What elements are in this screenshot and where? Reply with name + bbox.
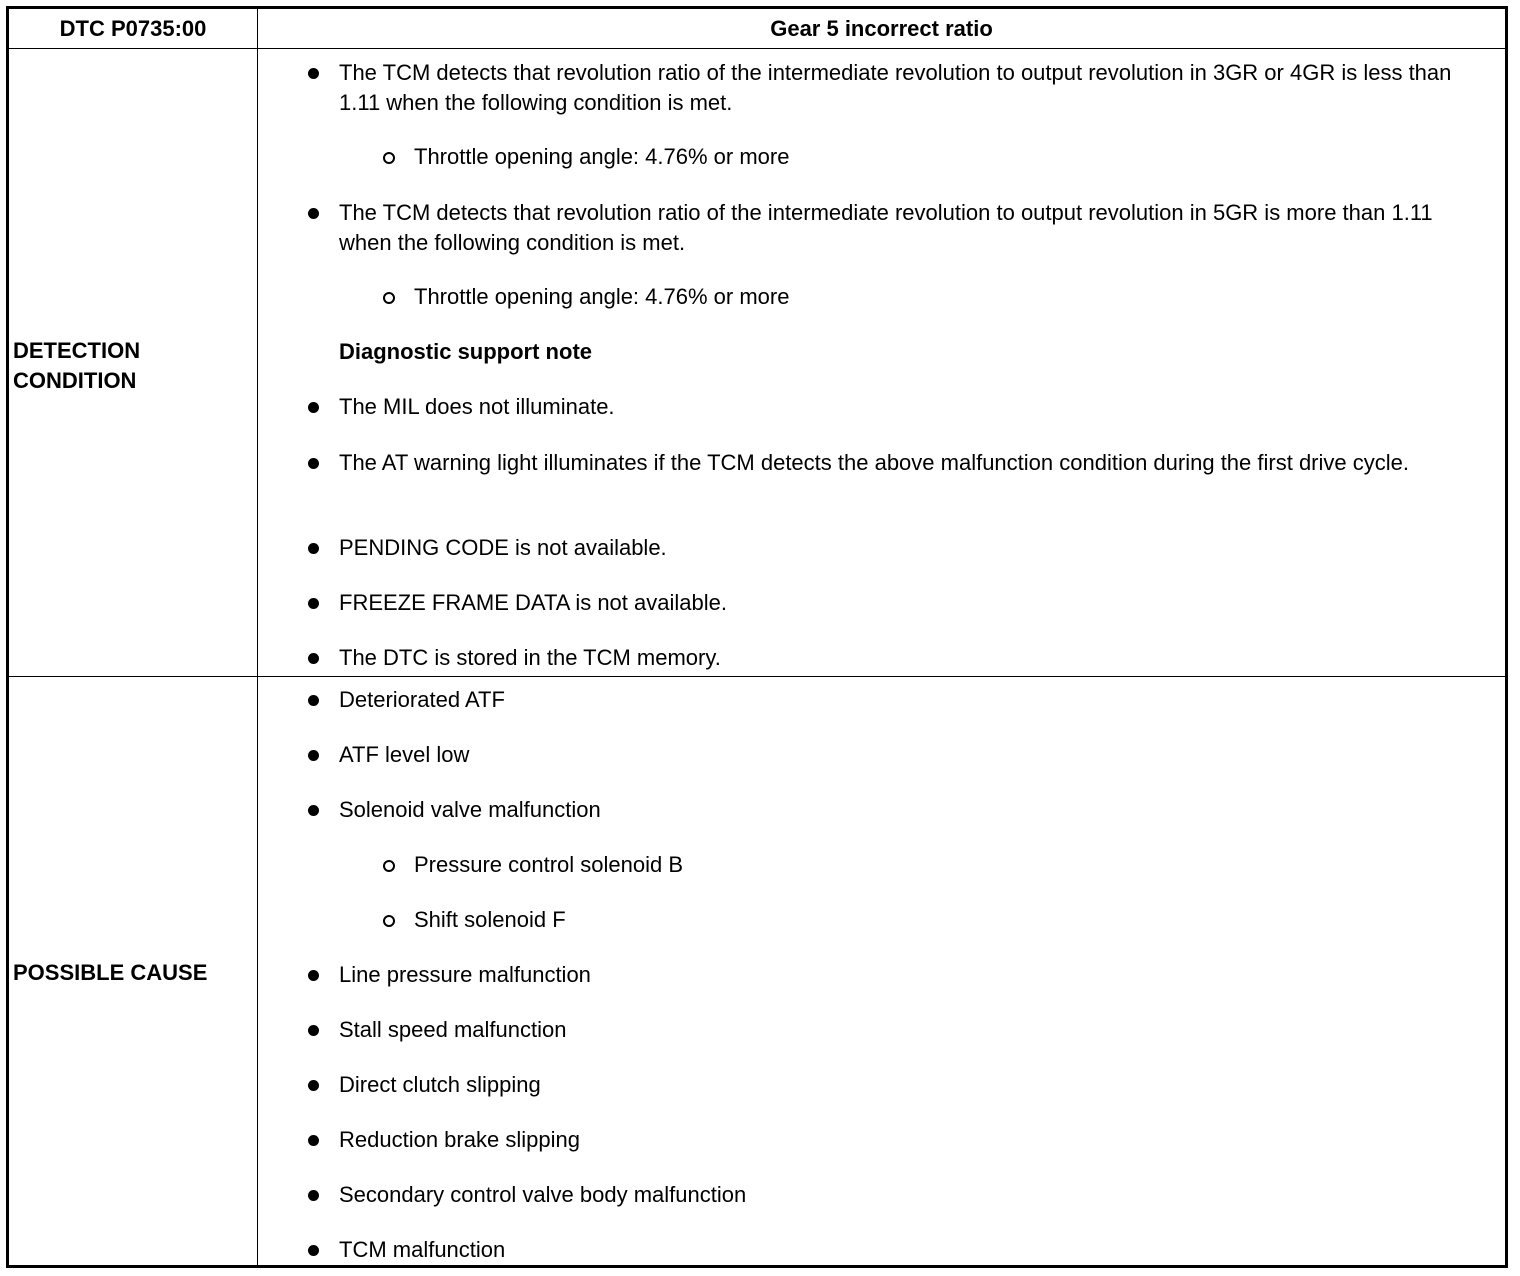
cause-item [339,1125,1479,1155]
detection-condition-label: DETECTION CONDITION [13,338,141,393]
detection-item-text: The MIL does not illuminate. [339,394,615,419]
cause-item [339,795,1479,825]
bullet-icon [308,208,319,219]
dtc-title-header: Gear 5 incorrect ratio [770,15,993,41]
cause-item [339,685,1479,715]
cause-subitem [414,905,1520,935]
bullet-icon [308,1025,319,1036]
cause-item [339,960,1479,990]
cause-subitem-text: Shift solenoid F [414,907,566,932]
header-divider [9,48,1505,49]
cause-item-text: Line pressure malfunction [339,962,591,987]
cause-subitem [414,850,1520,880]
cause-item-text: ATF level low [339,742,470,767]
cause-subitem-text: Pressure control solenoid B [414,852,684,877]
detection-item [339,392,1479,422]
cause-item-text: Secondary control valve body malfunction [339,1182,747,1207]
circle-bullet-icon [383,152,395,164]
cause-item [339,1015,1479,1045]
dtc-table [6,6,1508,1268]
cause-item-text: Reduction brake slipping [339,1127,580,1152]
dtc-code-header: DTC P0735:00 [59,15,207,41]
detection-item-text: The TCM detects that revolution ratio of the intermediate revolution to output revolution in 5GR is more than 1.11 when the following condition is met. [339,200,1433,255]
detection-item-text: The AT warning light illuminates if the TCM detects the above malfunction condition during the first drive cycle. [339,450,1409,475]
detection-item [339,533,1479,563]
detection-item-text: FREEZE FRAME DATA is not available. [339,590,727,615]
detection-subitem-text: Throttle opening angle: 4.76% or more [414,284,790,309]
detection-item [339,448,1479,478]
detection-subitem [414,282,1520,312]
cause-item [339,1070,1479,1100]
detection-item-text: The TCM detects that revolution ratio of the intermediate revolution to output revolution in 3GR or 4GR is less than 1.11 when the following condition is met. [339,60,1452,115]
bullet-icon [308,1135,319,1146]
detection-item [339,58,1479,118]
bullet-icon [308,543,319,554]
detection-item-text: The DTC is stored in the TCM memory. [339,645,721,670]
bullet-icon [308,750,319,761]
row-divider [9,676,1505,677]
cause-item-text: TCM malfunction [339,1237,506,1262]
detection-item-text: PENDING CODE is not available. [339,535,667,560]
detection-subitem-text: Throttle opening angle: 4.76% or more [414,144,790,169]
bullet-icon [308,1190,319,1201]
column-divider [257,9,258,1265]
cause-item [339,1180,1479,1210]
bullet-icon [308,695,319,706]
circle-bullet-icon [383,292,395,304]
possible-cause-label: POSSIBLE CAUSE [13,960,208,985]
cause-item [339,1235,1479,1265]
detection-item [339,643,1479,673]
circle-bullet-icon [383,915,395,927]
detection-item [339,588,1479,618]
bullet-icon [308,68,319,79]
diagnostic-support-note-heading: Diagnostic support note [339,339,592,364]
detection-item [339,198,1479,258]
bullet-icon [308,598,319,609]
bullet-icon [308,805,319,816]
cause-item-text: Deteriorated ATF [339,687,505,712]
bullet-icon [308,1245,319,1256]
bullet-icon [308,402,319,413]
bullet-icon [308,458,319,469]
cause-item-text: Direct clutch slipping [339,1072,541,1097]
cause-item [339,740,1479,770]
bullet-icon [308,653,319,664]
bullet-icon [308,970,319,981]
cause-item-text: Solenoid valve malfunction [339,797,601,822]
cause-item-text: Stall speed malfunction [339,1017,567,1042]
detection-subitem [414,142,1520,172]
bullet-icon [308,1080,319,1091]
circle-bullet-icon [383,860,395,872]
